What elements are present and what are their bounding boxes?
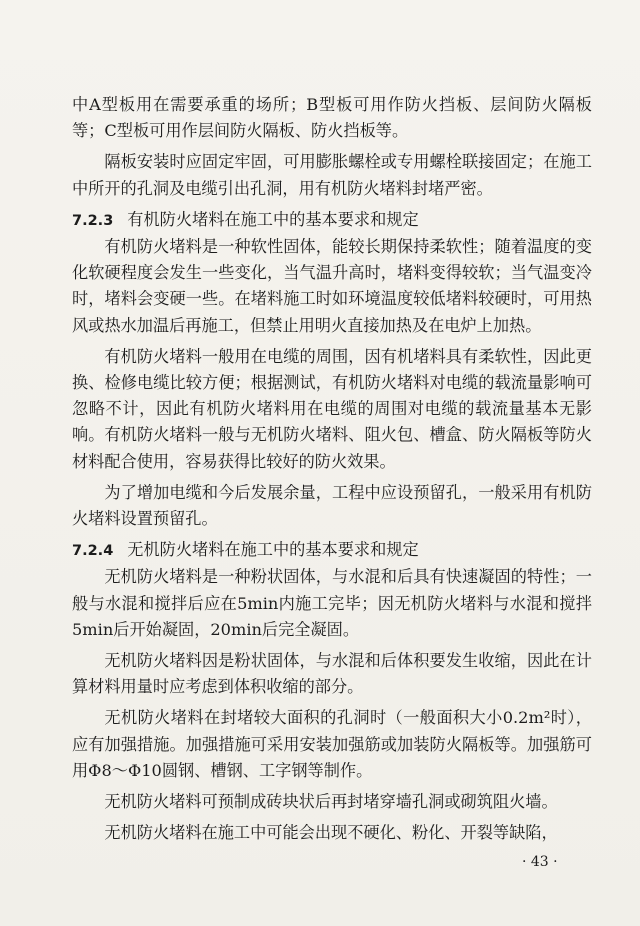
paragraph: 无机防火堵料在封堵较大面积的孔洞时（一般面积大小0.2m²时），应有加强措施。加强措施可采用安装加强筋或加装防火隔板等。加强筋可用Φ8～Φ10圆钢、槽钢、工字钢等制作。 (72, 708, 592, 780)
paragraph: 无机防火堵料是一种粉状固体，与水混和后具有快速凝固的特性；一般与水混和搅拌后应在5min内施工完毕；因无机防火堵料与水混和搅拌5min后开始凝固，20min后完全凝固。 (72, 567, 592, 639)
body-text (72, 92, 592, 846)
section-number: 7.2.3 (72, 212, 114, 229)
section-title: 有机防火堵料在施工中的基本要求和规定 (127, 209, 419, 229)
section-title: 无机防火堵料在施工中的基本要求和规定 (127, 540, 419, 560)
section-heading (72, 207, 592, 234)
paragraph: 隔板安装时应固定牢固，可用膨胀螺栓或专用螺栓联接固定；在施工中所开的孔洞及电缆引出孔洞，用有机防火堵料封堵严密。 (72, 152, 592, 198)
paragraph: 有机防火堵料是一种软性固体，能较长期保持柔软性；随着温度的变化软硬程度会发生一些变化，当气温升高时，堵料变得较软；当气温变冷时，堵料会变硬一些。在堵料施工时如环境温度较低堵料较硬时，可用热风或热水加温后再施工，但禁止用明火直接加热及在电炉上加热。 (72, 237, 592, 335)
paragraph: 无机防火堵料在施工中可能会出现不硬化、粉化、开裂等缺陷， (104, 823, 558, 843)
paragraph: 有机防火堵料一般用在电缆的周围，因有机堵料具有柔软性，因此更换、检修电缆比较方便；根据测试，有机防火堵料对电缆的载流量影响可忽略不计，因此有机防火堵料用在电缆的周围对电缆的载流量基本无影响。有机防火堵料一般与无机防火堵料、阻火包、槽盒、防火隔板等防火材料配合使用，容易获得比较好的防火效果。 (72, 346, 592, 471)
paragraph: 中A型板用在需要承重的场所；B型板可用作防火挡板、层间防火隔板等；C型板可用作层间防火隔板、防火挡板等。 (72, 95, 592, 141)
paragraph: 为了增加电缆和今后发展余量，工程中应设预留孔，一般采用有机防火堵料设置预留孔。 (72, 482, 592, 529)
paragraph: 无机防火堵料因是粉状固体，与水混和后体积要发生收缩，因此在计算材料用量时应考虑到体积收缩的部分。 (72, 651, 592, 697)
section-number: 7.2.4 (72, 543, 114, 560)
section-heading (72, 537, 592, 564)
paragraph: 无机防火堵料可预制成砖块状后再封堵穿墙孔洞或砌筑阻火墙。 (104, 792, 558, 812)
page-number: · 43 · (522, 854, 558, 870)
